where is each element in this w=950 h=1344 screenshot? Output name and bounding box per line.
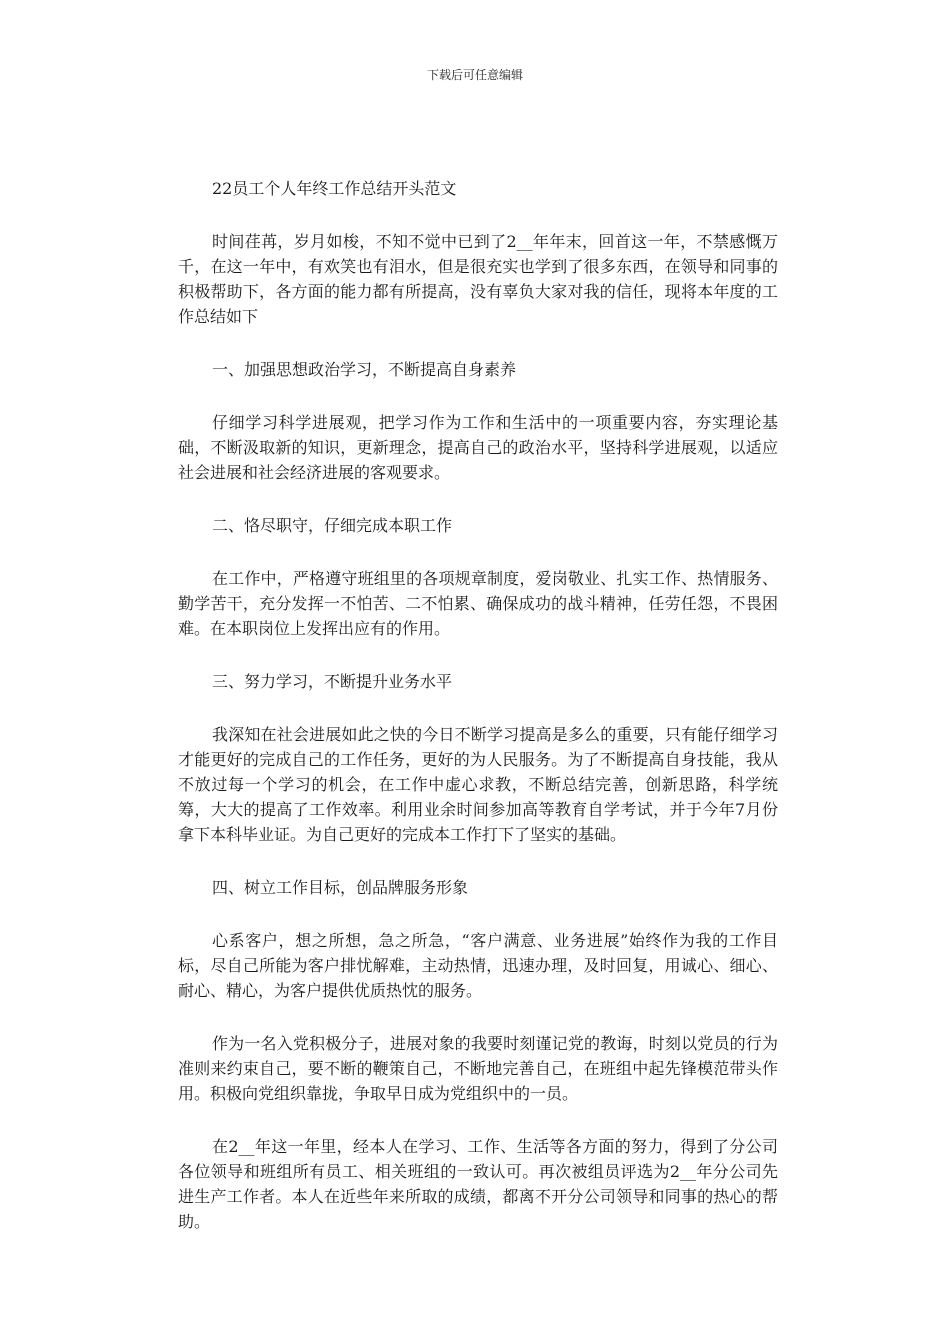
section-paragraph-1: 仔细学习科学进展观，把学习作为工作和生活中的一项重要内容，夯实理论基础，不断汲取新的知识，更新理念，提高自己的政治水平，坚持科学进展观，以适应社会进展和社会经济进展的客观要求。 — [178, 413, 778, 482]
section-heading-3: 三、努力学习，不断提升业务水平 — [212, 672, 453, 691]
section-paragraph-3: 我深知在社会进展如此之快的今日不断学习提高是多么的重要，只有能仔细学习才能更好的完成自己的工作任务，更好的为人民服务。为了不断提高自身技能，我从不放过每一个学习的机会，在工作中虚心求教，不断总结完善，创新思路，科学统筹，大大的提高了工作效率。利用业余时间参加高等教育自学考试，并于今年7月份拿下本科毕业证。为自己更好的完成本工作打下了坚实的基础。 — [178, 725, 778, 844]
section-heading-4: 四、树立工作目标，创品牌服务形象 — [212, 878, 469, 897]
download-note: 下载后可任意编辑 — [426, 68, 523, 82]
section-paragraph-5: 作为一名入党积极分子，进展对象的我要时刻谨记党的教诲，时刻以党员的行为准则来约束自己，要不断的鞭策自己，不断地完善自己，在班组中起先锋模范带头作用。积极向党组织靠拢，争取早日成为党组织中的一员。 — [178, 1034, 778, 1103]
intro-paragraph: 时间荏苒，岁月如梭，不知不觉中已到了2__年年末，回首这一年，不禁感慨万千，在这一年中，有欢笑也有泪水，但是很充实也学到了很多东西，在领导和同事的积极帮助下，各方面的能力都有所提高，没有辜负大家对我的信任，现将本年度的工作总结如下 — [178, 232, 778, 326]
document-title: 22员工个人年终工作总结开头范文 — [212, 179, 457, 198]
section-heading-2: 二、恪尽职守，仔细完成本职工作 — [212, 516, 453, 535]
section-paragraph-2: 在工作中，严格遵守班组里的各项规章制度，爱岗敬业、扎实工作、热情服务、勤学苦干，充分发挥一不怕苦、二不怕累、确保成功的战斗精神，任劳任怨，不畏困难。在本职岗位上发挥出应有的作用。 — [178, 569, 778, 638]
section-paragraph-4: 心系客户，想之所想，急之所急，“客户满意、业务进展”始终作为我的工作目标，尽自己所能为客户排忧解难，主动热情，迅速办理，及时回复，用诚心、细心、耐心、精心，为客户提供优质热忱的服务。 — [178, 931, 778, 1000]
section-heading-1: 一、加强思想政治学习，不断提高自身素养 — [212, 360, 517, 379]
section-paragraph-6: 在2__年这一年里，经本人在学习、工作、生活等各方面的努力，得到了分公司各位领导和班组所有员工、相关班组的一致认可。再次被组员评选为2__年分公司先进生产工作者。本人在近些年来所取的成绩，都离不开分公司领导和同事的热心的帮助。 — [178, 1137, 778, 1231]
document-body — [178, 176, 778, 1234]
